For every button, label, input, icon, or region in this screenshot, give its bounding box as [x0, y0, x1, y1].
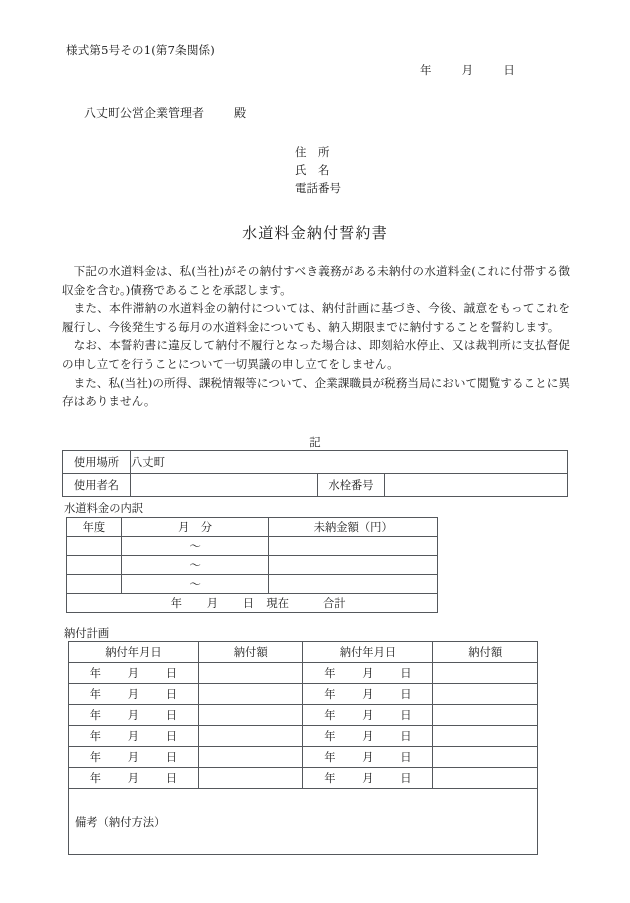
plan-amount-right-1[interactable] — [433, 663, 538, 684]
plan-amount-right-6[interactable] — [433, 768, 538, 789]
month-unit-label: 月 — [362, 772, 374, 785]
table-row — [69, 684, 538, 705]
table-header-row — [67, 518, 438, 537]
addressee-name: 八丈町公営企業管理者 — [84, 106, 205, 120]
plan-date-left-6[interactable] — [69, 768, 199, 789]
plan-date-right-4[interactable] — [303, 726, 433, 747]
day-unit-label: 日 — [165, 730, 178, 743]
day-unit-label: 日 — [400, 688, 412, 701]
year-unit-label: 年 — [324, 751, 336, 764]
breakdown-year-2[interactable] — [67, 556, 122, 575]
table-header-row — [69, 642, 538, 663]
breakdown-month-2[interactable]: 〜 — [121, 556, 269, 575]
breakdown-header-month: 月 分 — [121, 518, 269, 537]
table-row — [69, 747, 538, 768]
plan-amount-left-2[interactable] — [198, 684, 303, 705]
month-unit-label: 月 — [362, 709, 374, 722]
month-unit-label: 月 — [362, 688, 374, 701]
plan-date-right-1[interactable] — [303, 663, 433, 684]
total-asof-label: 現在 — [266, 597, 289, 610]
year-unit-label: 年 — [89, 772, 102, 785]
table-row — [67, 556, 438, 575]
plan-date-right-6[interactable] — [303, 768, 433, 789]
breakdown-total-cell — [67, 594, 438, 613]
remarks-cell[interactable] — [69, 789, 538, 855]
month-unit-label: 月 — [127, 730, 140, 743]
remarks-label: 備考（納付方法） — [75, 815, 166, 829]
plan-date-right-5[interactable] — [303, 747, 433, 768]
breakdown-amount-1[interactable] — [269, 537, 438, 556]
date-year-label: 年 — [420, 63, 432, 77]
addressee-honorific: 殿 — [234, 106, 247, 120]
total-label: 合計 — [323, 597, 346, 610]
breakdown-header-amount: 未納金額（円） — [269, 518, 438, 537]
breakdown-total-row — [67, 594, 438, 613]
body-paragraph-1: 下記の水道料金は、私(当社)がその納付すべき義務がある未納付の水道料金(これに付帯する徴収金を含む。)債務であることを承認します。 — [62, 264, 570, 297]
plan-date-left-4[interactable] — [69, 726, 199, 747]
addressee-line — [84, 104, 246, 121]
remarks-row — [69, 789, 538, 855]
plan-header-amount-left: 納付額 — [198, 642, 303, 663]
plan-header-date-left: 納付年月日 — [69, 642, 199, 663]
total-day-label: 日 — [242, 597, 255, 610]
day-unit-label: 日 — [165, 772, 178, 785]
month-unit-label: 月 — [362, 667, 374, 680]
date-day-label: 日 — [503, 63, 515, 77]
body-paragraph-4: また、私(当社)の所得、課税情報等について、企業課職員が税務当局において閲覧することに異存はありません。 — [62, 375, 570, 409]
breakdown-year-1[interactable] — [67, 537, 122, 556]
date-line — [420, 62, 515, 78]
date-month-label: 月 — [461, 63, 474, 77]
table-row — [69, 768, 538, 789]
plan-amount-right-2[interactable] — [433, 684, 538, 705]
plan-date-left-2[interactable] — [69, 684, 199, 705]
breakdown-table — [66, 517, 438, 613]
year-unit-label: 年 — [324, 709, 336, 722]
plan-amount-left-3[interactable] — [198, 705, 303, 726]
month-unit-label: 月 — [127, 667, 140, 680]
plan-header-date-right: 納付年月日 — [303, 642, 433, 663]
address-label: 住 所 — [295, 145, 330, 159]
plan-amount-left-6[interactable] — [198, 768, 303, 789]
breakdown-month-3[interactable]: 〜 — [121, 575, 269, 594]
day-unit-label: 日 — [400, 709, 412, 722]
plan-amount-right-4[interactable] — [433, 726, 538, 747]
year-unit-label: 年 — [324, 667, 336, 680]
year-unit-label: 年 — [89, 730, 102, 743]
table-row — [69, 663, 538, 684]
year-unit-label: 年 — [89, 667, 102, 680]
page-title: 水道料金納付誓約書 — [242, 224, 388, 242]
day-unit-label: 日 — [165, 688, 178, 701]
plan-amount-left-5[interactable] — [198, 747, 303, 768]
user-name-value[interactable] — [131, 474, 318, 497]
usage-table — [62, 450, 568, 497]
ki-mark: 記 — [309, 435, 321, 449]
party-info-block — [295, 143, 341, 197]
breakdown-amount-3[interactable] — [269, 575, 438, 594]
tap-number-value[interactable] — [385, 474, 568, 497]
day-unit-label: 日 — [165, 751, 178, 764]
breakdown-month-1[interactable]: 〜 — [121, 537, 269, 556]
body-paragraph-3: なお、本誓約書に違反して納付不履行となった場合は、即刻給水停止、又は裁判所に支払督促の申し立てを行うことについて一切異議の申し立てをしません。 — [62, 338, 570, 371]
table-row — [67, 537, 438, 556]
payment-plan-section-label: 納付計画 — [64, 627, 110, 640]
payment-plan-table — [68, 641, 538, 855]
year-unit-label: 年 — [89, 751, 102, 764]
plan-amount-left-1[interactable] — [198, 663, 303, 684]
plan-amount-right-5[interactable] — [433, 747, 538, 768]
year-unit-label: 年 — [89, 688, 102, 701]
month-unit-label: 月 — [362, 730, 374, 743]
plan-date-left-5[interactable] — [69, 747, 199, 768]
day-unit-label: 日 — [165, 667, 178, 680]
breakdown-amount-2[interactable] — [269, 556, 438, 575]
table-row — [67, 575, 438, 594]
body-text — [62, 262, 570, 411]
phone-label: 電話番号 — [295, 181, 341, 195]
plan-date-right-3[interactable] — [303, 705, 433, 726]
day-unit-label: 日 — [400, 772, 412, 785]
month-unit-label: 月 — [127, 709, 140, 722]
year-unit-label: 年 — [89, 709, 102, 722]
total-year-label: 年 — [170, 597, 183, 610]
plan-header-amount-right: 納付額 — [433, 642, 538, 663]
table-row — [63, 474, 568, 497]
breakdown-year-3[interactable] — [67, 575, 122, 594]
form-number: 様式第5号その1(第7条関係) — [66, 43, 215, 57]
breakdown-section-label: 水道料金の内訳 — [64, 502, 144, 515]
plan-date-left-3[interactable] — [69, 705, 199, 726]
day-unit-label: 日 — [165, 709, 178, 722]
usage-place-label: 使用場所 — [63, 451, 131, 474]
table-row — [69, 705, 538, 726]
table-row — [69, 726, 538, 747]
plan-amount-left-4[interactable] — [198, 726, 303, 747]
total-month-label: 月 — [206, 597, 219, 610]
month-unit-label: 月 — [362, 751, 374, 764]
body-paragraph-2: また、本件滞納の水道料金の納付については、納付計画に基づき、今後、誠意をもってこれを履行し、今後発生する毎月の水道料金についても、納入期限までに納付することを誓約します。 — [62, 301, 570, 334]
name-label: 氏 名 — [295, 163, 330, 177]
month-unit-label: 月 — [127, 772, 140, 785]
usage-place-value[interactable]: 八丈町 — [131, 451, 568, 474]
year-unit-label: 年 — [324, 730, 336, 743]
tap-number-label: 水栓番号 — [318, 474, 385, 497]
month-unit-label: 月 — [127, 688, 140, 701]
year-unit-label: 年 — [324, 772, 336, 785]
plan-amount-right-3[interactable] — [433, 705, 538, 726]
day-unit-label: 日 — [400, 667, 412, 680]
user-name-label: 使用者名 — [63, 474, 131, 497]
year-unit-label: 年 — [324, 688, 336, 701]
table-row — [63, 451, 568, 474]
breakdown-header-year: 年度 — [67, 518, 122, 537]
plan-date-left-1[interactable] — [69, 663, 199, 684]
month-unit-label: 月 — [127, 751, 140, 764]
day-unit-label: 日 — [400, 730, 412, 743]
day-unit-label: 日 — [400, 751, 412, 764]
plan-date-right-2[interactable] — [303, 684, 433, 705]
